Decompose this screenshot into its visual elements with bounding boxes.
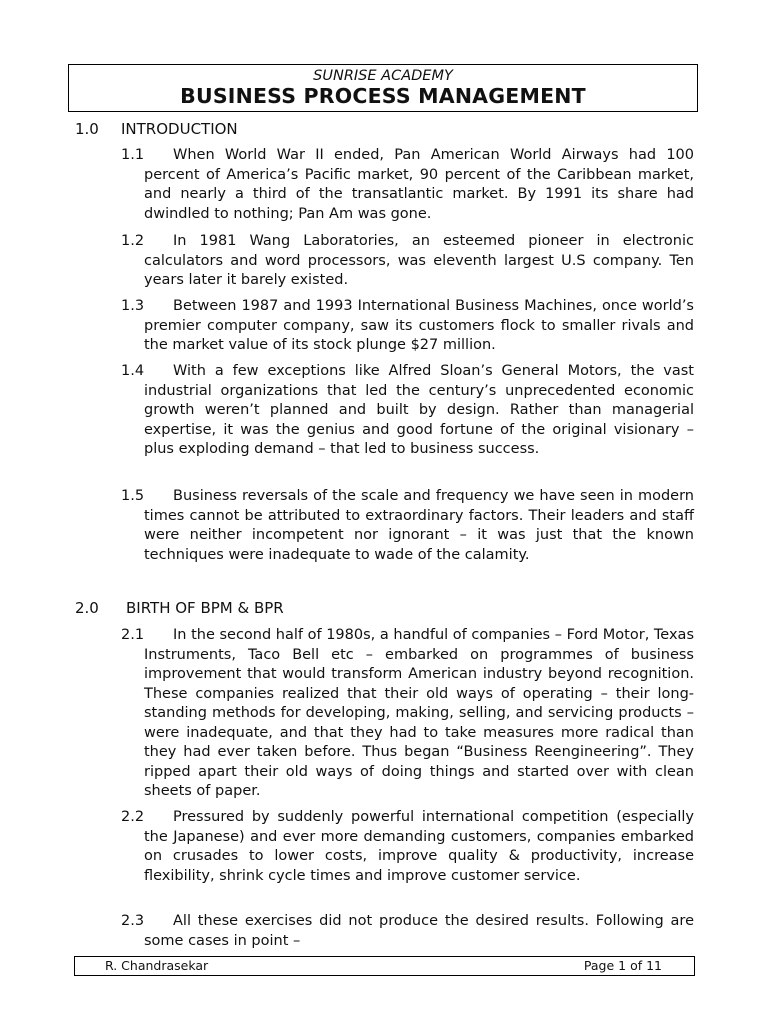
paragraph-2-3 xyxy=(121,912,694,951)
paragraph-number: 2.1 xyxy=(121,627,145,643)
paragraph-1-1 xyxy=(121,146,694,224)
paragraph-text: Between 1987 and 1993 International Business Machines, once world’s premier computer company, saw its customers flock to smaller rivals and the market value of its stock plunge $27 million. xyxy=(144,298,694,353)
document-title: BUSINESS PROCESS MANAGEMENT xyxy=(180,84,586,108)
paragraph-1-2 xyxy=(121,232,694,291)
footer-author: R. Chandrasekar xyxy=(105,958,209,973)
paragraph-number: 1.5 xyxy=(121,488,145,504)
document-header xyxy=(68,64,698,112)
paragraph-text: When World War II ended, Pan American World Airways had 100 percent of America’s Pacific market, 90 percent of the Caribbean market, and nearly a third of the transatlantic market. By 1991 its share had dwindled to nothing; Pan Am was gone. xyxy=(144,147,694,222)
paragraph-text: In 1981 Wang Laboratories, an esteemed pioneer in electronic calculators and word processors, was eleventh largest U.S company. Ten years later it barely existed. xyxy=(144,233,694,288)
paragraph-text: Pressured by suddenly powerful international competition (especially the Japanese) and ever more demanding customers, companies embarked on crusades to lower costs, improve quality & productivity, increase flexibility, shrink cycle times and improve customer service. xyxy=(144,809,694,884)
paragraph-number: 1.3 xyxy=(121,298,145,314)
paragraph-1-3 xyxy=(121,297,694,356)
paragraph-2-1 xyxy=(121,626,694,802)
paragraph-number: 1.1 xyxy=(121,147,145,163)
paragraph-text: Business reversals of the scale and frequency we have seen in modern times cannot be attributed to extraordinary factors. Their leaders and staff were neither incompetent nor ignorant – it was just that the known techniques were inadequate to wade of the calamity. xyxy=(144,488,694,563)
paragraph-1-4 xyxy=(121,362,694,460)
section-title: BIRTH OF BPM & BPR xyxy=(126,599,284,617)
section-heading-birth-of-bpm xyxy=(75,598,284,618)
section-number: 1.0 xyxy=(75,120,99,138)
paragraph-1-5 xyxy=(121,487,694,565)
paragraph-text: All these exercises did not produce the desired results. Following are some cases in point – xyxy=(144,913,694,949)
academy-name: SUNRISE ACADEMY xyxy=(313,68,453,84)
page-footer xyxy=(74,956,695,976)
paragraph-number: 2.2 xyxy=(121,809,145,825)
paragraph-2-2 xyxy=(121,808,694,886)
paragraph-text: In the second half of 1980s, a handful of companies – Ford Motor, Texas Instruments, Taco Bell etc – embarked on programmes of business improvement that would transform American industry beyond recognition. These companies realized that their old ways of operating – their long-standing methods for developing, making, selling, and servicing products – were inadequate, and that they had to take measures more radical than they had ever taken before. Thus began “Business Reengineering”. They ripped apart their old ways of doing things and started over with clean sheets of paper. xyxy=(144,627,694,799)
paragraph-number: 1.4 xyxy=(121,363,145,379)
paragraph-text: With a few exceptions like Alfred Sloan’s General Motors, the vast industrial organizations that led the century’s unprecedented economic growth weren’t planned and built by design. Rather than managerial expertise, it was the genius and good fortune of the original visionary – plus exploding demand – that led to business success. xyxy=(144,363,694,457)
paragraph-number: 2.3 xyxy=(121,913,145,929)
page-number: Page 1 of 11 xyxy=(583,958,662,973)
section-number: 2.0 xyxy=(75,599,99,617)
section-title: INTRODUCTION xyxy=(121,120,238,138)
section-heading-introduction xyxy=(75,119,238,139)
paragraph-number: 1.2 xyxy=(121,233,145,249)
